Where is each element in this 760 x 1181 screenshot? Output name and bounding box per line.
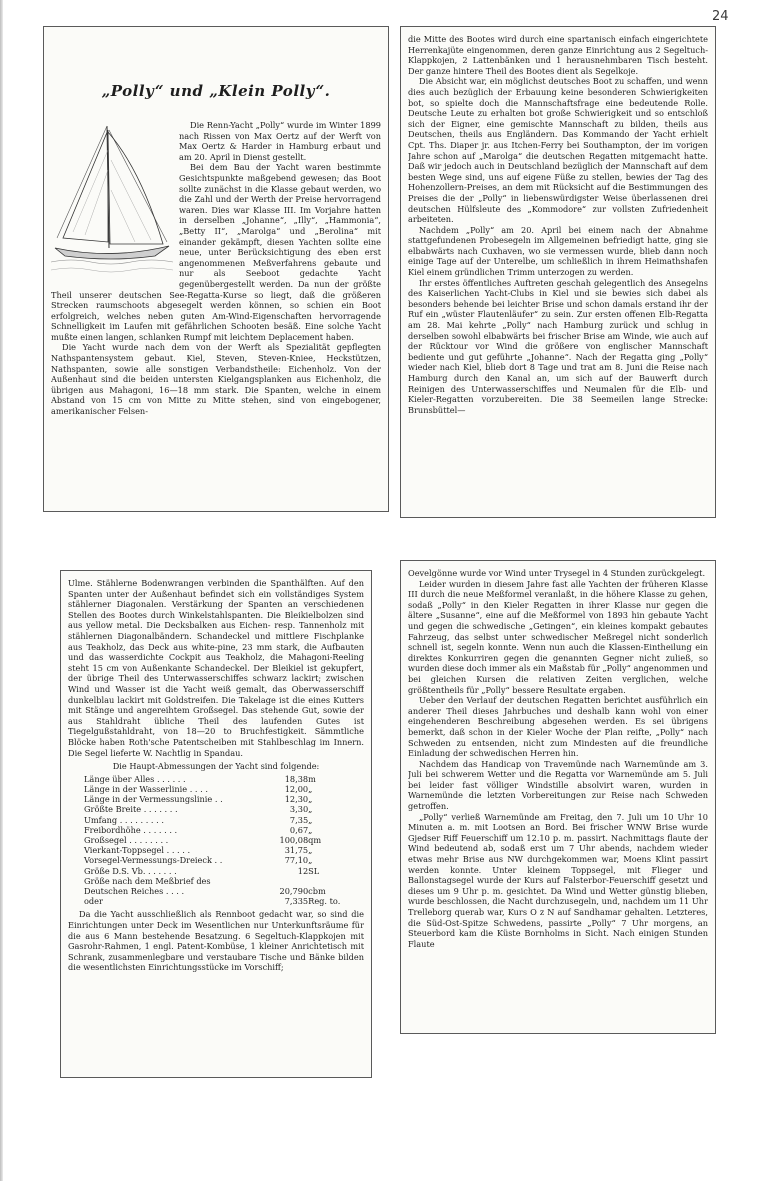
spec-row [84,804,364,814]
paragraph: Die Yacht wurde nach dem von der Werft als Spezialität gepflegten Nathspantensystem gebaut. Kiel, Steven, Steven-Kniee, Heckstützen, Nathspanten, sowie alle sonstigen Verbandstheile: Eichenholz. Von der Außenhaut sind die beiden untersten Kielgangsplanken aus Eichenholz, die übrigen aus Mahagoni, 16—18 mm stark. Die Spanten, welche in einem Abstand von 15 cm von Mitte zu Mitte stehen, sind von eingebogener, amerikanischer Felsen- [51,342,381,417]
paragraph: Nachdem „Polly“ am 20. April bei einem nach der Abnahme stattgefundenen Probesegeln im Allgemeinen befriedigt hatte, ging sie elbabwärts nach Cuxhaven, wo sie vermessen wurde, blieb dann noch einige Tage auf der Unterelbe, um schließlich in ihrem Heimathshafen Kiel einem gründlichen Trimm unterzogen zu werden. [408,224,708,278]
paragraph: „Polly“ verließ Warnemünde am Freitag, den 7. Juli um 10 Uhr 10 Minuten a. m. mit Lootsen an Bord. Bei frischer WNW Brise wurde Gjedser Riff Feuerschiff um 12.10 p. m. passirt. Nachmittags flaute der Wind bedeutend ab, sodaß erst um 7 Uhr abends, nachdem wieder etwas mehr Brise aus NW durchgekommen war, Moens Klint passirt werden konnte. Unter kleinem Toppsegel, mit Flieger und Ballonstagsegel wurde der Kurs auf Falsterbor-Feuerschiff gesetzt und dieses um 9 Uhr p. m. gesichtet. Da Wind und Wetter günstig blieben, wurde beschlossen, die Nacht durchzusegeln, und, nachdem um 11 Uhr Trelleborg querab war, Kurs O z N auf Sandhamar gehalten. Letzteres, die Süd-Ost-Spitze Schwedens, passirte „Polly“ 7 Uhr morgens, an Steuerbord kam die Küste Bornholms in Sicht. Nach einigen Stunden Flaute [408,811,708,949]
page-number: 24 [712,9,729,24]
spec-label: Großsegel . . . . . . . . [84,834,169,845]
spec-unit: m [308,773,316,784]
spec-value: 3,30 [289,804,309,815]
spec-value: 31,75 [284,845,309,856]
spec-unit: „ [308,804,313,815]
column-4 [400,560,716,1034]
spec-label: Größte Breite . . . . . . . [84,804,178,815]
spec-row [84,784,364,794]
paragraph: Die Renn-Yacht „Polly“ wurde im Winter 1899 nach Rissen von Max Oertz auf der Werft von Max Oertz & Harder in Hamburg erbaut und am 20. April in Dienst gestellt. [179,120,381,162]
paragraph: Da die Yacht ausschließlich als Rennboot gedacht war, so sind die Einrichtungen unter Deck im Wesentlichen nur Unterkunftsräume für die aus 6 Mann bestehende Besatzung. 6 Segeltuch-Klappkojen mit Gasrohr-Rahmen, 1 engl. Patent-Kombüse, 1 kleiner Anrichtetisch mit Schrank, zusammenlegbare und verstaubare Tische und Bänke bilden die wesentlichsten Einrichtungsstücke im Vorschiff; [68,909,364,973]
sailing-yacht-illustration [51,120,173,284]
spec-label: Vorsegel-Vermessungs-Dreieck . . [84,855,223,866]
spec-value: 20,790 [279,885,309,896]
spec-value: 12,00 [284,783,309,794]
spec-unit: „ [308,824,313,835]
paragraph: Ueber den Verlauf der deutschen Regatten berichtet ausführlich ein anderer Theil dieses Jahrbuches und deshalb kann wohl von einer eingehenderen Beschreibung abgesehen werden. Es sei übrigens bemerkt, daß schon in der Kieler Woche der Plan reifte, „Polly“ nach Schweden zu entsenden, nicht zum Mindesten auf die freundliche Einladung der schwedischen Herren hin. [408,695,708,759]
paragraph: Ulme. Stählerne Bodenwrangen verbinden die Spanthälften. Auf den Spanten unter der Außenhaut befindet sich ein vollständiges System stählerner Diagonalen. Verstärkung der Spanten an verschiedenen Stellen des Bootes durch Winkelstahlspanten. Die Bleikielbolzen sind aus yellow metal. Die Decksbalken aus Eichen- resp. Tannenholz mit stählernen Diagonalbändern. Schandeckel und mittlere Fischplanke aus Teakholz, das Deck aus white-pine, 23 mm stark, die Aufbauten und das wasserdichte Cockpit aus Teakholz, die Mahagoni-Reeling steht 15 cm von Außenkante Schandeckel. Der Bleikiel ist gekupfert, der übrige Theil des Unterwasserschiffes schwarz lackirt; zwischen Wind und Wasser ist die Yacht weiß gemalt, das Oberwasserschiff dunkelblau lackirt mit Goldstreifen. Die Takelage ist die eines Kutters mit Stänge und angereihtem Großsegel. Das stehende Gut, sowie der aus Stahldraht übliche Theil des laufenden Gutes ist Tiegelgußstahldraht, von 18—20 to Bruchfestigkeit. Sämmtliche Blöcke haben Roth'sche Patentscheiben mit Stahlbeschlag im Innern. Die Segel lieferte W. Nachtlig in Spandau. [68,578,364,758]
paragraph: Nachdem das Handicap von Travemünde nach Warnemünde am 3. Juli bei schwerem Wetter und die Regatta vor Warnemünde am 5. Juli bei leider fast völliger Windstille absolvirt waren, wurden in Warnemünde die letzten Vorbereitungen zur Reise nach Schweden getroffen. [408,758,708,812]
spec-value: 77,10 [284,855,309,866]
spec-value: 100,08 [279,834,309,845]
spec-value [262,876,308,886]
spec-unit: „ [308,855,313,866]
spec-unit: „ [308,794,313,805]
paragraph: Leider wurden in diesem Jahre fast alle Yachten der früheren Klasse III durch die neue Meßformel veranlaßt, in die höhere Klasse zu gehen, sodaß „Polly“ in den Kieler Regatten in ihrer Klasse nur gegen die ältere „Susanne“, eine auf die Meßformel von 1893 hin gebaute Yacht und gegen die schwedische „Getingen“, ein kleines kompakt gebautes Fahrzeug, das selbst unter schwedischer Meßregel nicht sonderlich schnell ist, segeln konnte. Wenn nun auch die Klassen-Eintheilung ein direktes Konkurriren gegen die genannten Gegner nicht zuließ, so wurden diese doch immer als ein Maßstab für „Polly“ angenommen und bei gleichen Kursen die relativen Zeiten verglichen, welche größtentheils für „Polly“ bessere Resultate ergaben. [408,578,708,695]
spec-label: Freibordhöhe . . . . . . . [84,824,178,835]
spec-row [84,866,364,876]
spec-row [84,845,364,855]
spec-row [84,774,364,784]
paragraph: Ihr erstes öffentliches Auftreten geschah gelegentlich des Ansegelns des Kaiserlichen Yacht-Clubs in Kiel und sie bewies sich dabei als besonders behende bei leichter Brise und schon damals erstand ihr der Ruf ein „wüster Flautenläufer“ zu sein. Zur ersten offenen Elb-Regatta am 28. Mai kehrte „Polly“ nach Hamburg zurück und schlug in derselben sowohl elbabwärts bei frischer Brise am Winde, wie auch auf der Rücktour vor Wind die größere von englischer Mannschaft bediente und gut geführte „Johanne“. Nach der Regatta ging „Polly“ wieder nach Kiel, blieb dort 8 Tage und trat am 8. Juni die Reise nach Hamburg durch den Kanal an, um sich auf der Bauwerft durch Reinigen des Unterwasserschiffes und Neumalen für die Elb- und Kieler-Regatten vorzubereiten. Die 38 Seemeilen lange Strecke: Brunsbüttel— [408,277,708,415]
spec-value: 0,67 [289,824,309,835]
spec-label: Umfang . . . . . . . . . [84,814,164,825]
column-1 [43,26,389,512]
spec-label: Vierkant-Toppsegel . . . . . [84,845,191,856]
spec-label: Länge in der Vermessungslinie . . [84,794,223,805]
article-title: „Polly“ und „Klein Polly“. [101,82,331,100]
spec-row [84,815,364,825]
column-2 [400,26,716,518]
spec-row [84,794,364,804]
spec-row [84,876,364,886]
spec-value: 7,335 [284,896,309,907]
spec-unit: cbm [308,885,326,896]
spec-unit [308,876,364,886]
spec-label: Größe nach dem Meßbrief des [84,875,211,886]
spec-label: Länge in der Wasserlinie . . . . [84,783,208,794]
spec-row [84,835,364,845]
spec-value: 18,38 [284,773,309,784]
specs-table [84,774,364,907]
spec-label: oder [84,896,103,907]
spec-value: 12 [297,865,309,876]
spec-label: Länge über Alles . . . . . . [84,773,186,784]
spec-unit: „ [308,783,313,794]
paragraph: Bei dem Bau der Yacht waren bestimmte Gesichtspunkte maßgebend gewesen; das Boot sollte zunächst in die Klasse gebaut werden, wo die Zahl und der Werth der Preise hervorragend waren. Dies war Klasse III. Im Vorjahre hatten in derselben „Johanne“, „Illy“, „Hammonia“, „Betty II“, „Marolga“ und „Berolina“ mit einander gekämpft, diesen Yachten sollte eine neue, unter Berücksichtigung des eben erst angenommenen Meßverfahrens gebaute und nur als Seeboot gedachte Yacht gegenübergestellt werden. Da nun der größte Theil unserer deutschen See-Regatta-Kurse so liegt, daß die größeren Strecken raumschoots abgesegelt werden können, so schien ein Boot erfolgreich, welches neben guten Am-Wind-Eigenschaften hervorragende Schnelligkeit im Laufen mit gefährlichen Schooten besäß. Eine solche Yacht mußte einen langen, schlanken Rumpf mit leichtem Deplacement haben. [51,162,381,342]
spec-unit: SL [308,865,320,876]
spec-value: 12,30 [284,794,309,805]
spec-label: Größe D.S. Vb. . . . . . . [84,865,177,876]
column-3 [60,570,372,1078]
spec-row [84,886,364,896]
spec-label: Deutschen Reiches . . . . [84,885,185,896]
spec-value: 7,35 [289,814,309,825]
spec-unit: „ [308,845,313,856]
page-edge [0,0,3,1181]
spec-unit: Reg. to. [308,896,341,907]
spec-unit: qm [308,834,322,845]
spec-row [84,896,364,906]
paragraph: Die Absicht war, ein möglichst deutsches Boot zu schaffen, und wenn dies auch bezüglich der Erbauung keine besonderen Schwierigkeiten bot, so spielte doch die Mannschaftsfrage eine bedeutende Rolle. Deutsche Leute zu erhalten bot große Schwierigkeit und so entschloß sich der Eigner, eine gemischte Mannschaft zu bilden, theils aus Deutschen, theils aus Engländern. Das Kommando der Yacht erhielt Cpt. Ths. Diaper jr. aus Itchen-Ferry bei Southampton, der im vorigen Jahre schon auf „Marolga“ die deutschen Regatten mitgemacht hatte. Daß wir jedoch auch in Deutschland bezüglich der Mannschaft auf dem besten Wege sind, uns auf eigene Füße zu stellen, bewies der Tag des Hohenzollern-Preises, an dem mit Rücksicht auf die Bestimmungen des Preises die der „Polly“ in liebenswürdigster Weise überlassenen drei deutschen Hülfsleute des „Kommodore“ zur vollsten Zufriedenheit arbeiteten. [408,76,708,225]
paragraph: die Mitte des Bootes wird durch eine spartanisch einfach eingerichtete Herrenkajüte eingenommen, deren ganze Einrichtung aus 2 Segeltuch-Klappkojen, 2 Lattenbänken und 1 herausnehmbaren Tisch besteht. Der ganze hintere Theil des Bootes dient als Segelkoje. [408,34,708,76]
specs-heading: Die Haupt-Abmessungen der Yacht sind folgende: [112,761,320,772]
spec-unit: „ [308,814,313,825]
paragraph: Oevelgönne wurde vor Wind unter Trysegel in 4 Stunden zurückgelegt. [408,568,706,578]
spec-row [84,855,364,865]
spec-row [84,825,364,835]
